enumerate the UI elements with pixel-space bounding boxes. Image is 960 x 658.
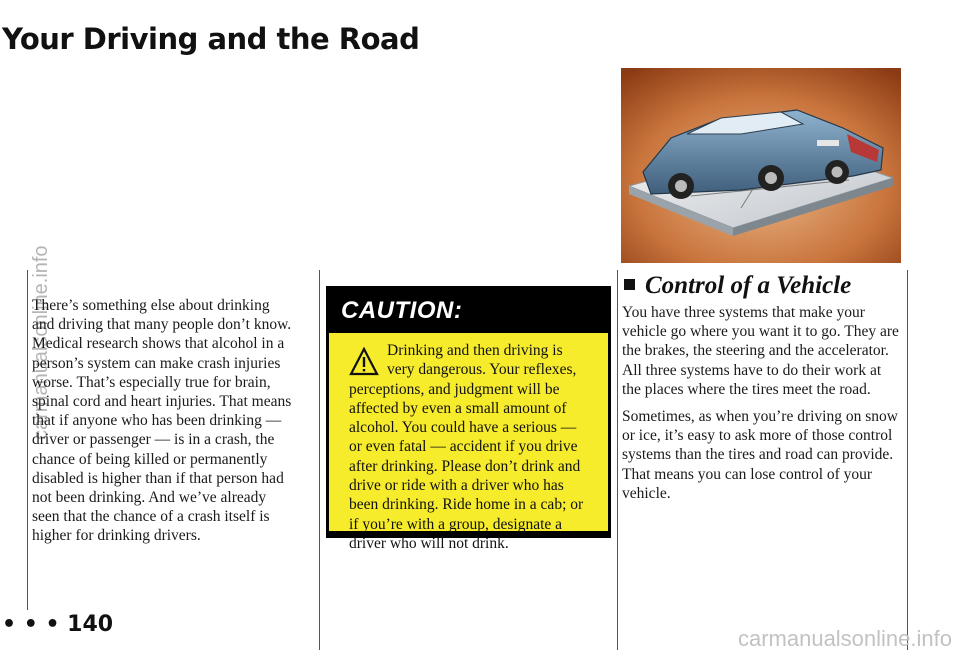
control-paragraph-2: Sometimes, as when you’re driving on snow or ice, it’s easy to ask more of those control systems than the tires and road can provide. That means you can lose control of your vehicle. bbox=[622, 408, 898, 502]
car-on-tilted-platform-illustration bbox=[621, 68, 901, 263]
section-bullet-icon bbox=[624, 279, 635, 290]
column-divider-left bbox=[27, 270, 28, 610]
control-paragraph-1: You have three systems that make your vehicle go where you want it to go. They are the brakes, the steering and the accelerator. All three systems have to do their work at the places where the tires meet the road. bbox=[622, 304, 899, 398]
section-heading-text: Control of a Vehicle bbox=[645, 272, 852, 299]
right-column bbox=[622, 303, 902, 511]
page-header: Your Driving and the Road bbox=[2, 22, 420, 56]
warning-triangle-icon bbox=[349, 347, 379, 377]
bottom-watermark: carmanualsonline.info bbox=[737, 626, 952, 651]
column-divider-middle bbox=[319, 270, 320, 650]
column-divider-right bbox=[617, 270, 618, 650]
caution-text: Drinking and then driving is very dangerous. Your reflexes, perceptions, and judgment will be affected by even a small amount of alcohol. You could have a serious — or even fatal — accident if you drive after drinking. Please don’t drink and drive or ride with a driver who has been drinking. Ride home in a cab; or if you’re with a group, designate a driver who will not drink. bbox=[349, 342, 584, 552]
column-divider-far-right bbox=[907, 270, 908, 650]
side-watermark: carmanualsonline.info bbox=[30, 245, 52, 440]
drinking-paragraph: There’s something else about drinking and driving that many people don’t know. Medical research shows that alcohol in a person’s system can make crash injuries worse. That’s especially true for brain, spinal cord and heart injuries. That means that if anyone who has been drinking — driver or passenger — is in a crash, the chance of being killed or permanently disabled is higher than if that person had not been drinking. And we’ve already seen that the chance of a crash itself is higher for drinking drivers. bbox=[32, 297, 292, 545]
page-number: • • • 140 bbox=[2, 612, 114, 637]
caution-body bbox=[329, 333, 608, 552]
caution-box bbox=[326, 286, 611, 552]
section-heading bbox=[624, 272, 851, 300]
left-column bbox=[32, 296, 294, 554]
caution-title: CAUTION: bbox=[341, 297, 463, 324]
